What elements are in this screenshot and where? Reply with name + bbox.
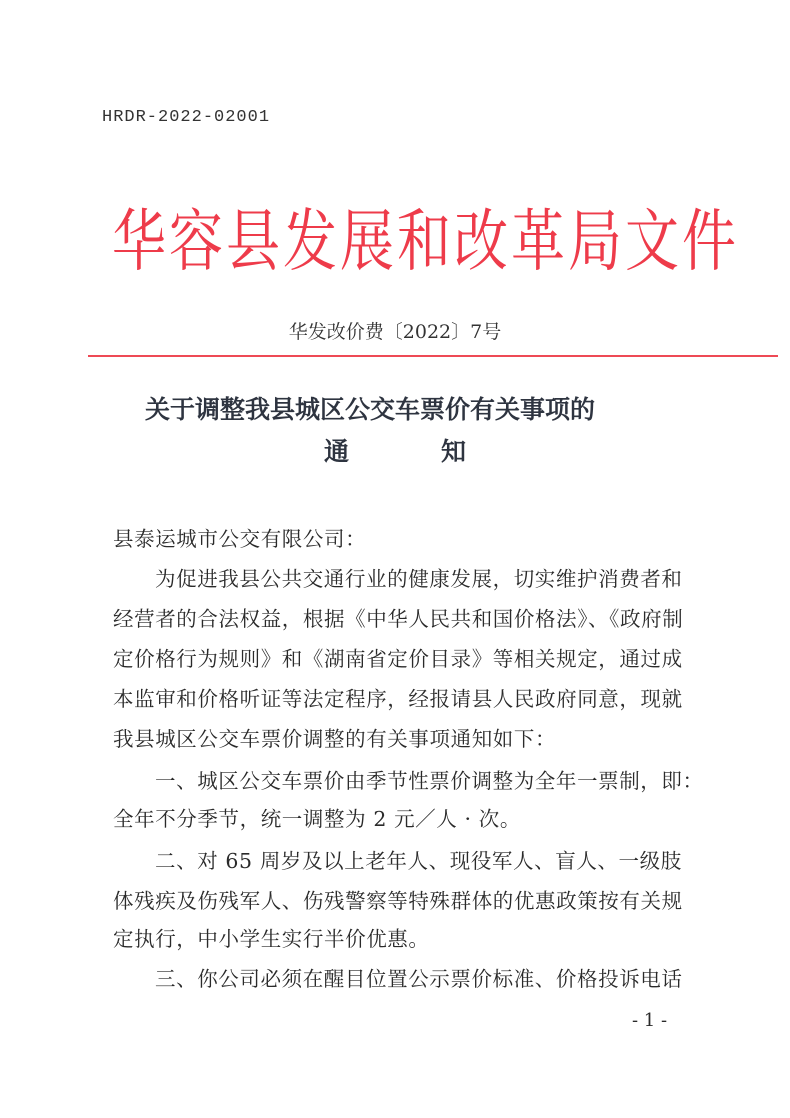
red-divider bbox=[88, 355, 778, 357]
body-line: 体残疾及伤残军人、伤残警察等特殊群体的优惠政策按有关规 bbox=[113, 889, 683, 913]
notice-title: 关于调整我县城区公交车票价有关事项的 bbox=[144, 395, 595, 424]
page-number: - 1 - bbox=[632, 1010, 668, 1031]
body-line: 为促进我县公共交通行业的健康发展，切实维护消费者和 bbox=[155, 567, 683, 591]
title-char-1: 通 bbox=[323, 437, 349, 466]
body-line: 定价格行为规则》和《湖南省定价目录》等相关规定，通过成 bbox=[113, 647, 683, 671]
issue-number: 华发改价费〔2022〕7号 bbox=[288, 321, 502, 343]
addressee: 县泰运城市公交有限公司： bbox=[113, 527, 367, 551]
body-line: 经营者的合法权益，根据《中华人民共和国价格法》、《政府制 bbox=[113, 607, 684, 631]
body-line: 三、你公司必须在醒目位置公示票价标准、价格投诉电话 bbox=[155, 967, 683, 991]
masthead-title: 华容县发展和改革局文件 bbox=[112, 201, 739, 281]
body-line: 本监审和价格听证等法定程序，经报请县人民政府同意，现就 bbox=[113, 687, 683, 711]
body-line: 定执行，中小学生实行半价优惠。 bbox=[113, 927, 430, 951]
body-line: 二、对 65 周岁及以上老年人、现役军人、盲人、一级肢 bbox=[155, 849, 682, 873]
notice-title-line2 bbox=[0, 432, 790, 468]
document-number: HRDR-2022-02001 bbox=[102, 108, 271, 127]
body-line: 一、城区公交车票价由季节性票价调整为全年一票制，即： bbox=[155, 769, 704, 793]
body-line: 我县城区公交车票价调整的有关事项通知如下： bbox=[113, 727, 557, 751]
title-char-2: 知 bbox=[441, 437, 467, 466]
body-line: 全年不分季节，统一调整为 2 元／人 · 次。 bbox=[113, 807, 521, 831]
